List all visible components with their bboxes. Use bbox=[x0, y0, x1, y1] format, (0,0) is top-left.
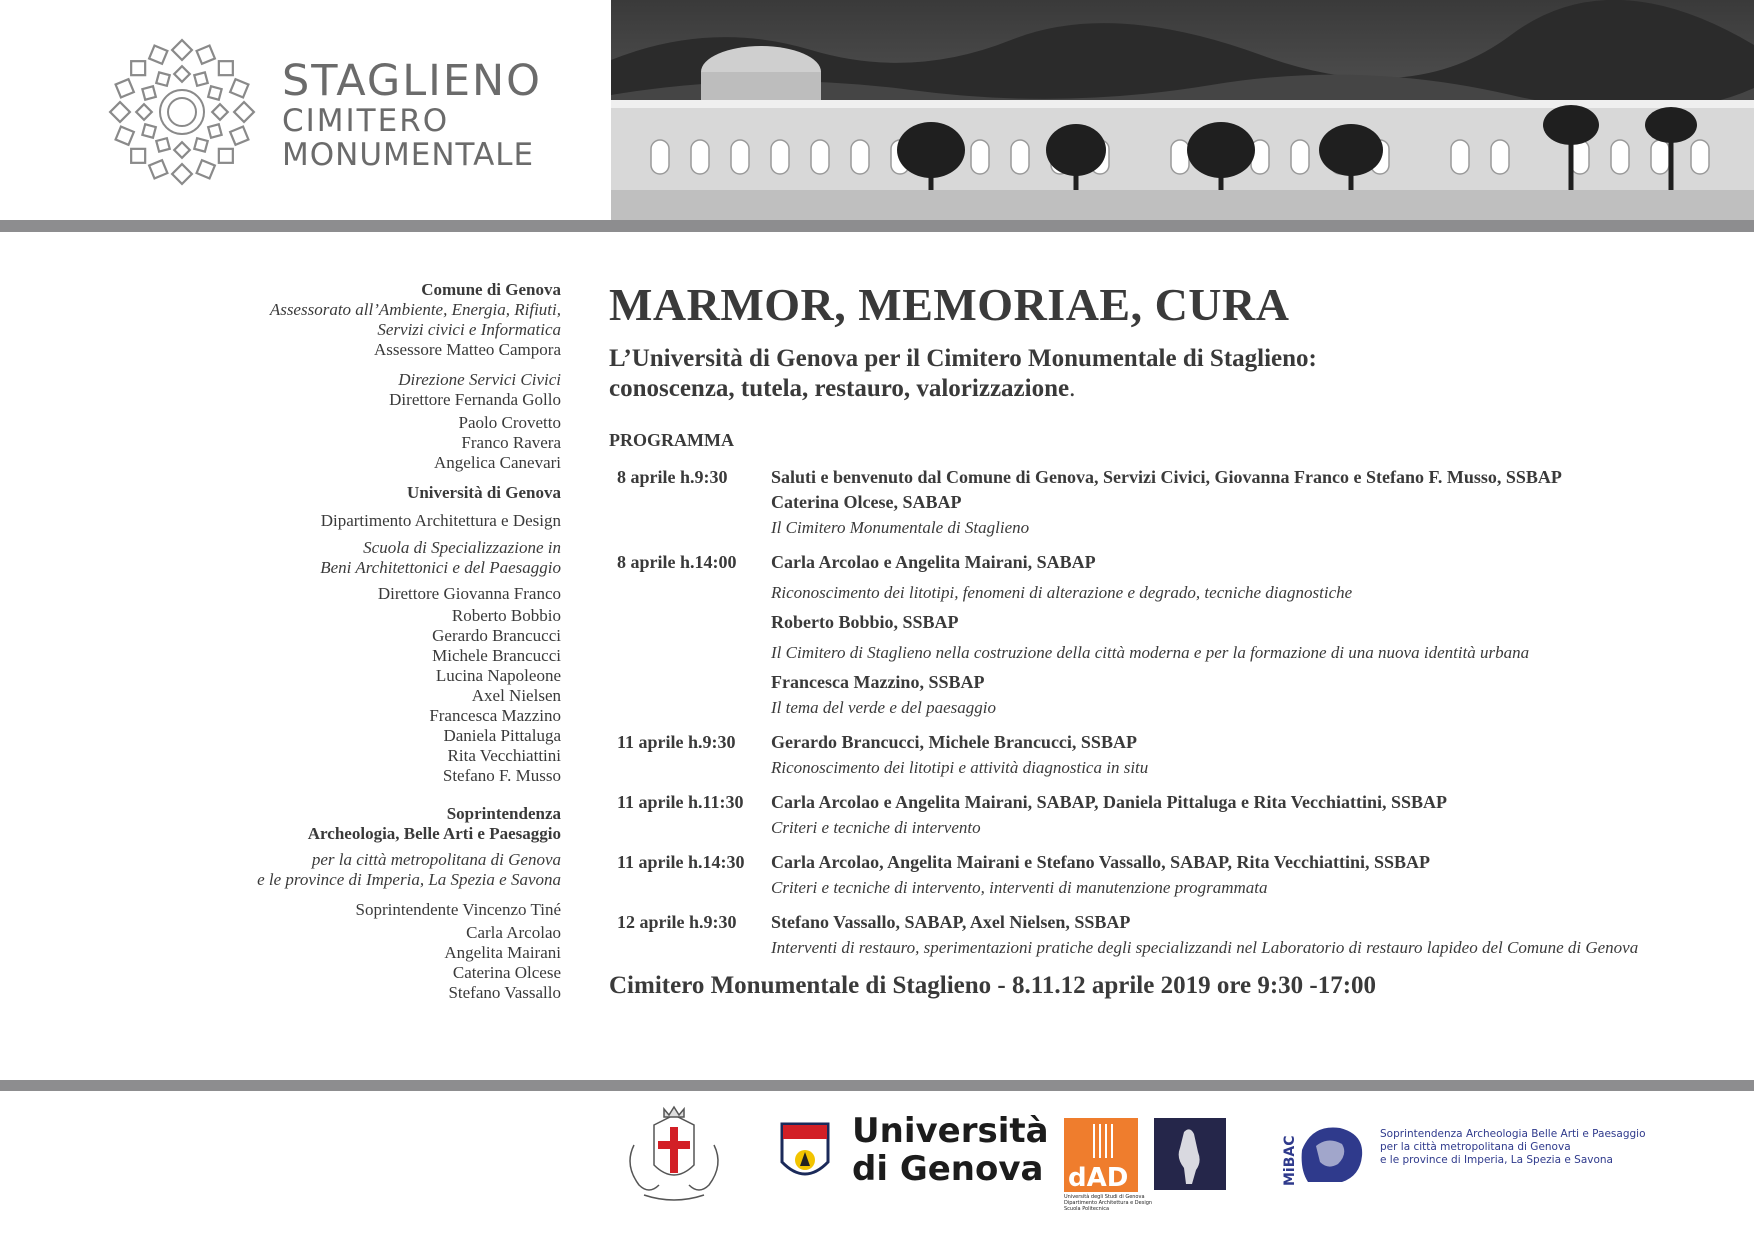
soprintendenza-person: Angelita Mairani bbox=[444, 943, 561, 962]
session-row bbox=[609, 850, 1739, 900]
session-speakers: Stefano Vassallo, SABAP, Axel Nielsen, SSBAP bbox=[771, 912, 1131, 932]
comune-crest-icon bbox=[614, 1105, 734, 1209]
subtitle-line-1: L’Università di Genova per il Cimitero Monumentale di Staglieno: bbox=[609, 345, 1317, 372]
header-divider bbox=[0, 220, 1754, 232]
universita-person: Stefano F. Musso bbox=[442, 766, 561, 785]
dad-line-2: Dipartimento Architettura e Design bbox=[1064, 1200, 1153, 1206]
comune-assessore: Assessore Matteo Campora bbox=[374, 340, 561, 359]
sopr-logo-line-3: e le province di Imperia, La Spezia e Savona bbox=[1380, 1154, 1613, 1166]
session-speakers: Gerardo Brancucci, Michele Brancucci, SSBAP bbox=[771, 732, 1137, 752]
session-date: 11 aprile h.11:30 bbox=[617, 792, 744, 812]
comune-direttore: Direttore Fernanda Gollo bbox=[389, 390, 561, 409]
comune-person: Paolo Crovetto bbox=[458, 413, 561, 432]
soprintendenza-person: Caterina Olcese bbox=[452, 963, 561, 982]
universita-name: Università di Genova bbox=[407, 483, 561, 502]
session-title: Il Cimitero Monumentale di Staglieno bbox=[771, 518, 1030, 537]
session-title: Riconoscimento dei litotipi, fenomeni di alterazione e degrado, tecniche diagnostiche bbox=[771, 583, 1353, 602]
cemetery-photo bbox=[611, 0, 1754, 220]
soprintendente: Soprintendente Vincenzo Tiné bbox=[355, 900, 561, 919]
soprintendenza-area-1: per la città metropolitana di Genova bbox=[311, 850, 561, 869]
session-row bbox=[609, 910, 1739, 960]
dad-line-3: Scuola Politecnica bbox=[1064, 1206, 1110, 1212]
session-row bbox=[609, 465, 1739, 540]
event-subtitle bbox=[609, 344, 1739, 404]
sopr-logo-line-2: per la città metropolitana di Genova bbox=[1380, 1141, 1571, 1153]
program-main bbox=[609, 280, 1739, 1000]
universita-person: Roberto Bobbio bbox=[451, 606, 561, 625]
session-speakers: Roberto Bobbio, SSBAP bbox=[771, 612, 959, 632]
staglieno-brand bbox=[282, 58, 542, 172]
mibac-logo-icon bbox=[1282, 1120, 1372, 1190]
universita-person: Axel Nielsen bbox=[471, 686, 561, 705]
soprintendenza-person: Stefano Vassallo bbox=[448, 983, 561, 1002]
soprintendenza-logo-text bbox=[1380, 1128, 1646, 1167]
session-title: Il tema del verde e del paesaggio bbox=[771, 698, 997, 717]
session-date: 8 aprile h.14:00 bbox=[617, 552, 737, 572]
session-date: 12 aprile h.9:30 bbox=[617, 912, 737, 932]
session-date: 11 aprile h.14:30 bbox=[617, 852, 745, 872]
comune-office-1: Assessorato all’Ambiente, Energia, Rifiuti, bbox=[269, 300, 561, 319]
universita-person: Gerardo Brancucci bbox=[432, 626, 561, 645]
brand-line-2: CIMITERO bbox=[282, 103, 450, 139]
session-speakers: Carla Arcolao e Angelita Mairani, SABAP, Daniela Pittaluga e Rita Vecchiattini, SSBAP bbox=[771, 792, 1447, 812]
universita-genova-logo bbox=[780, 1111, 1052, 1192]
unige-line-1: Università bbox=[852, 1111, 1049, 1151]
organizers-column bbox=[201, 280, 561, 1003]
session-speakers: Carla Arcolao, Angelita Mairani e Stefano Vassallo, SABAP, Rita Vecchiattini, SSBAP bbox=[771, 852, 1431, 872]
session-row bbox=[609, 730, 1739, 780]
event-title: MARMOR, MEMORIAE, CURA bbox=[609, 279, 1290, 330]
programma-heading: PROGRAMMA bbox=[609, 430, 734, 450]
session-title: Criteri e tecniche di intervento bbox=[771, 818, 981, 837]
session-title: Interventi di restauro, sperimentazioni pratiche degli specializzandi nel Laboratorio di restauro lapideo del Comune di Genova bbox=[771, 938, 1639, 957]
event-venue-dates: Cimitero Monumentale di Staglieno - 8.11.12 aprile 2019 ore 9:30 -17:00 bbox=[609, 972, 1377, 999]
soprintendenza-person: Carla Arcolao bbox=[466, 923, 561, 942]
mibac-mark-text: MiBAC bbox=[1282, 1135, 1298, 1186]
rosette-icon bbox=[102, 32, 262, 192]
dad-mark-icon bbox=[1064, 1118, 1138, 1192]
comune-office-2: Servizi civici e Informatica bbox=[377, 320, 561, 339]
session-title: Criteri e tecniche di intervento, interventi di manutenzione programmata bbox=[771, 878, 1268, 897]
comune-name: Comune di Genova bbox=[421, 280, 561, 299]
universita-person: Lucina Napoleone bbox=[435, 666, 561, 685]
universita-person: Michele Brancucci bbox=[432, 646, 561, 665]
dad-mark-text: dAD bbox=[1068, 1163, 1129, 1192]
brand-line-1: STAGLIENO bbox=[282, 56, 543, 106]
comune-direzione: Direzione Servici Civici bbox=[398, 370, 561, 389]
comune-person: Angelica Canevari bbox=[434, 453, 561, 472]
session-speakers: Carla Arcolao e Angelita Mairani, SABAP bbox=[771, 552, 1096, 572]
session-row bbox=[609, 550, 1739, 720]
session-date: 8 aprile h.9:30 bbox=[617, 467, 728, 487]
brand-line-3: MONUMENTALE bbox=[282, 137, 535, 173]
session-row bbox=[609, 790, 1739, 840]
universita-person: Rita Vecchiattini bbox=[447, 746, 561, 765]
unige-line-2: di Genova bbox=[852, 1149, 1044, 1189]
session-title: Il Cimitero di Staglieno nella costruzione della città moderna e per la formazione di una nuova identità urbana bbox=[771, 643, 1530, 662]
universita-scuola-1: Scuola di Specializzazione in bbox=[363, 538, 561, 557]
subtitle-line-2: conoscenza, tutela, restauro, valorizzazione. bbox=[609, 375, 1076, 402]
footer-divider bbox=[0, 1080, 1754, 1091]
dad-logo bbox=[1064, 1118, 1153, 1222]
soprintendenza-name-2: Archeologia, Belle Arti e Paesaggio bbox=[307, 824, 561, 843]
universita-direttore: Direttore Giovanna Franco bbox=[377, 584, 561, 603]
soprintendenza-name-1: Soprintendenza bbox=[446, 804, 561, 823]
comune-person: Franco Ravera bbox=[461, 433, 561, 452]
universita-dipartimento: Dipartimento Architettura e Design bbox=[320, 511, 561, 530]
header-logo-area bbox=[0, 0, 611, 220]
unige-shield-icon bbox=[780, 1122, 830, 1186]
session-date: 11 aprile h.9:30 bbox=[617, 732, 736, 752]
sopr-logo-line-1: Soprintendenza Archeologia Belle Arti e Paesaggio bbox=[1380, 1128, 1646, 1140]
sessions-list bbox=[609, 465, 1739, 960]
statue-logo-icon bbox=[1154, 1118, 1226, 1190]
dad-line-1: Università degli Studi di Genova bbox=[1064, 1194, 1145, 1200]
universita-person: Francesca Mazzino bbox=[429, 706, 561, 725]
soprintendenza-area-2: e le province di Imperia, La Spezia e Savona bbox=[257, 870, 561, 889]
session-speakers: Francesca Mazzino, SSBAP bbox=[771, 672, 985, 692]
session-speakers: Caterina Olcese, SABAP bbox=[771, 492, 962, 512]
universita-scuola-2: Beni Architettonici e del Paesaggio bbox=[320, 558, 561, 577]
session-title: Riconoscimento dei litotipi e attività diagnostica in situ bbox=[771, 758, 1149, 777]
session-speakers: Saluti e benvenuto dal Comune di Genova, Servizi Civici, Giovanna Franco e Stefano F. Musso, SSBAP bbox=[771, 467, 1562, 487]
universita-person: Daniela Pittaluga bbox=[443, 726, 561, 745]
